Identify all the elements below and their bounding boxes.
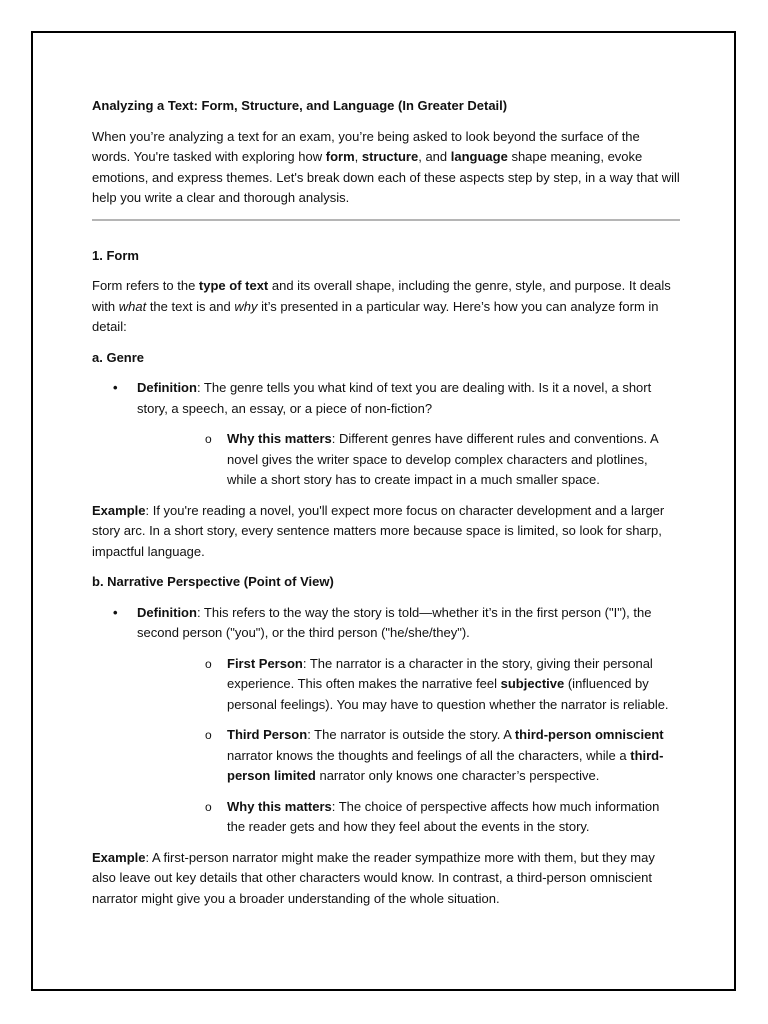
text-run: : The choice of perspective affects how much information the reader gets and how they feel about the events in the story.: [227, 798, 660, 834]
bold-term: type of text: [198, 278, 269, 293]
text-run: Form refers to the: [92, 278, 199, 293]
text-run: narrator only knows one character’s perspective.: [315, 768, 600, 783]
genre-sub-list: [137, 429, 680, 491]
form-intro-paragraph: [92, 276, 680, 338]
text-run: : The narrator is a character in the story, giving their personal experience. This often makes the narrative feel: [227, 655, 653, 691]
horizontal-divider: [92, 219, 680, 221]
bold-term: third-person limited: [227, 747, 664, 783]
text-run: When you’re analyzing a text for an exam, you’re being asked to look beyond the surface of the words. You're tasked with exploring how: [92, 128, 640, 164]
list-item: [92, 603, 680, 838]
bold-term: subjective: [500, 676, 565, 691]
text-run: the text is and: [146, 298, 235, 314]
text-run: narrator knows the thoughts and feelings of all the characters, while a: [227, 747, 631, 763]
text-run: : Different genres have different rules and conventions. A novel gives the writer space to develop complex characters and plotlines, while a short story has to create impact in a much smaller space.: [227, 431, 658, 487]
bold-term: Example: [92, 502, 146, 518]
bold-term: language: [450, 149, 508, 164]
bold-term: Definition: [137, 604, 197, 620]
text-run: : This refers to the way the story is told—whether it’s in the first person ("I"), the second person ("you"), or the third person ("he/she/they").: [137, 604, 652, 640]
text-run: shape meaning, evoke emotions, and express themes. Let's break down each of these aspects step by step, in a way that will help you write a clear and thorough analysis.: [92, 149, 680, 205]
subsection-heading-genre: a. Genre: [92, 349, 145, 365]
list-item: [92, 378, 680, 491]
perspective-sub-list: [137, 654, 680, 838]
perspective-bullet-list: [92, 603, 680, 838]
bold-term: structure: [361, 149, 419, 164]
bold-term: Definition: [137, 380, 197, 395]
list-item: [137, 654, 680, 716]
subsection-heading-perspective: b. Narrative Perspective (Point of View): [92, 574, 334, 589]
document-content: [92, 93, 680, 909]
text-run: : If you're reading a novel, you'll expect more focus on character development and a larger story arc. In a short story, every sentence matters more because space is limited, so look for sharp, impactful language.: [92, 502, 665, 559]
bold-term: Example: [92, 849, 146, 865]
text-run: , and: [418, 149, 451, 164]
text-run: : The narrator is outside the story. A: [307, 727, 515, 742]
document-title: Analyzing a Text: Form, Structure, and Language (In Greater Detail): [92, 98, 508, 113]
text-run: (influenced by personal feelings). You may have to question whether the narrator is reliable.: [227, 676, 669, 712]
genre-bullet-list: [92, 378, 680, 491]
document-page: [31, 31, 736, 991]
text-run: and its overall shape, including the genre, style, and purpose. It deals with: [92, 278, 671, 314]
bold-term: third-person omniscient: [514, 727, 664, 742]
list-item: [137, 797, 680, 838]
section-heading-form: 1. Form: [92, 247, 139, 263]
list-item: [137, 429, 680, 491]
text-run: ,: [354, 149, 362, 164]
italic-term: why: [234, 298, 258, 314]
text-run: it’s presented in a particular way. Here’s how you can analyze form in detail:: [92, 298, 659, 334]
text-run: : The genre tells you what kind of text you are dealing with. Is it a novel, a short story, a speech, an essay, or a piece of non-fiction?: [137, 380, 652, 416]
bold-term: Third Person: [227, 727, 308, 742]
bold-term: Why this matters: [227, 798, 332, 814]
bold-term: Why this matters: [227, 431, 332, 446]
perspective-example-paragraph: [92, 848, 680, 910]
text-run: : A first-person narrator might make the reader sympathize more with them, but they may also leave out key details that other characters would know. In contrast, a third-person omniscient narrator might give you a broader understanding of the whole situation.: [92, 849, 655, 906]
list-item: [137, 725, 680, 787]
bold-term: First Person: [227, 655, 303, 671]
italic-term: what: [118, 298, 147, 314]
bold-term: form: [325, 149, 355, 164]
genre-example-paragraph: [92, 501, 680, 563]
intro-paragraph: [92, 127, 680, 209]
